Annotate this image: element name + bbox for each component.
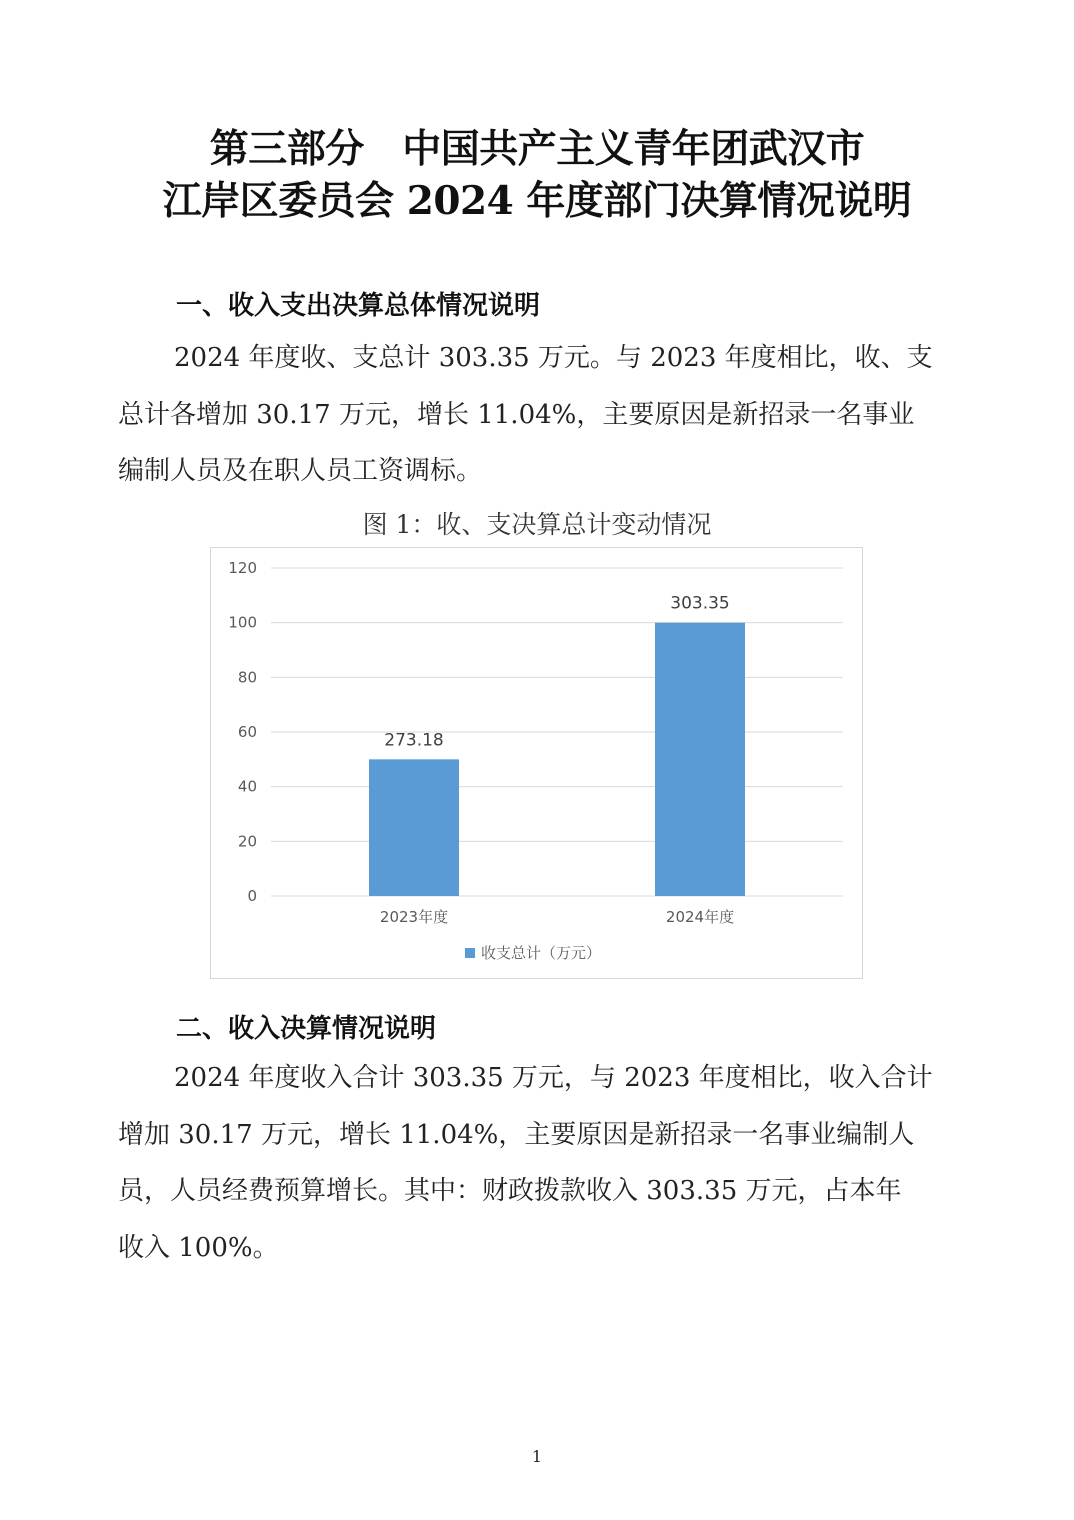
section-2-line-4: 收入 100%。 <box>118 1232 279 1263</box>
legend-swatch <box>465 948 475 958</box>
section-1-line-1: 2024 年度收、支总计 303.35 万元。与 2023 年度相比，收、支 <box>174 343 933 373</box>
y-tick-label-40: 40 <box>237 777 257 796</box>
section-2-heading: 二、收入决算情况说明 <box>176 1014 437 1044</box>
bar-chart <box>210 547 863 979</box>
section-1-heading: 一、收入支出决算总体情况说明 <box>176 291 541 321</box>
bar-chart-svg <box>211 548 864 980</box>
x-tick-label-2024年度: 2024年度 <box>665 908 735 926</box>
section-1-line-2: 总计各增加 30.17 万元，增长 11.04%，主要原因是新招录一名事业 <box>118 399 915 430</box>
data-label-2023年度: 273.18 <box>384 730 444 751</box>
section-1-line-3: 编制人员及在职人员工资调标。 <box>118 456 483 486</box>
y-tick-label-100: 100 <box>228 613 257 632</box>
y-tick-label-80: 80 <box>237 668 257 687</box>
section-2-line-3: 员，人员经费预算增长。其中：财政拨款收入 303.35 万元，占本年 <box>118 1176 902 1206</box>
figure-caption: 图 1：收、支决算总计变动情况 <box>362 510 712 539</box>
section-2-line-1: 2024 年度收入合计 303.35 万元，与 2023 年度相比，收入合计 <box>174 1063 933 1093</box>
document-title-line-2: 江岸区委员会 2024 年度部门决算情况说明 <box>162 178 912 224</box>
y-tick-label-120: 120 <box>228 559 257 577</box>
section-2-paragraph <box>118 1050 960 1276</box>
y-tick-label-0: 0 <box>247 887 257 905</box>
x-tick-label-2023年度: 2023年度 <box>379 908 449 926</box>
page-number: 1 <box>531 1447 543 1466</box>
bar-2023年度 <box>369 759 459 896</box>
y-tick-label-60: 60 <box>237 723 257 741</box>
section-2-line-2: 增加 30.17 万元，增长 11.04%，主要原因是新招录一名事业编制人 <box>118 1119 915 1150</box>
document-title-line-1: 第三部分 中国共产主义青年团武汉市 <box>209 126 865 172</box>
legend-label: 收支总计（万元） <box>481 944 602 962</box>
bar-2024年度 <box>655 623 745 896</box>
data-label-2024年度: 303.35 <box>670 593 730 614</box>
section-1-paragraph <box>118 330 960 500</box>
y-tick-label-20: 20 <box>237 832 257 851</box>
